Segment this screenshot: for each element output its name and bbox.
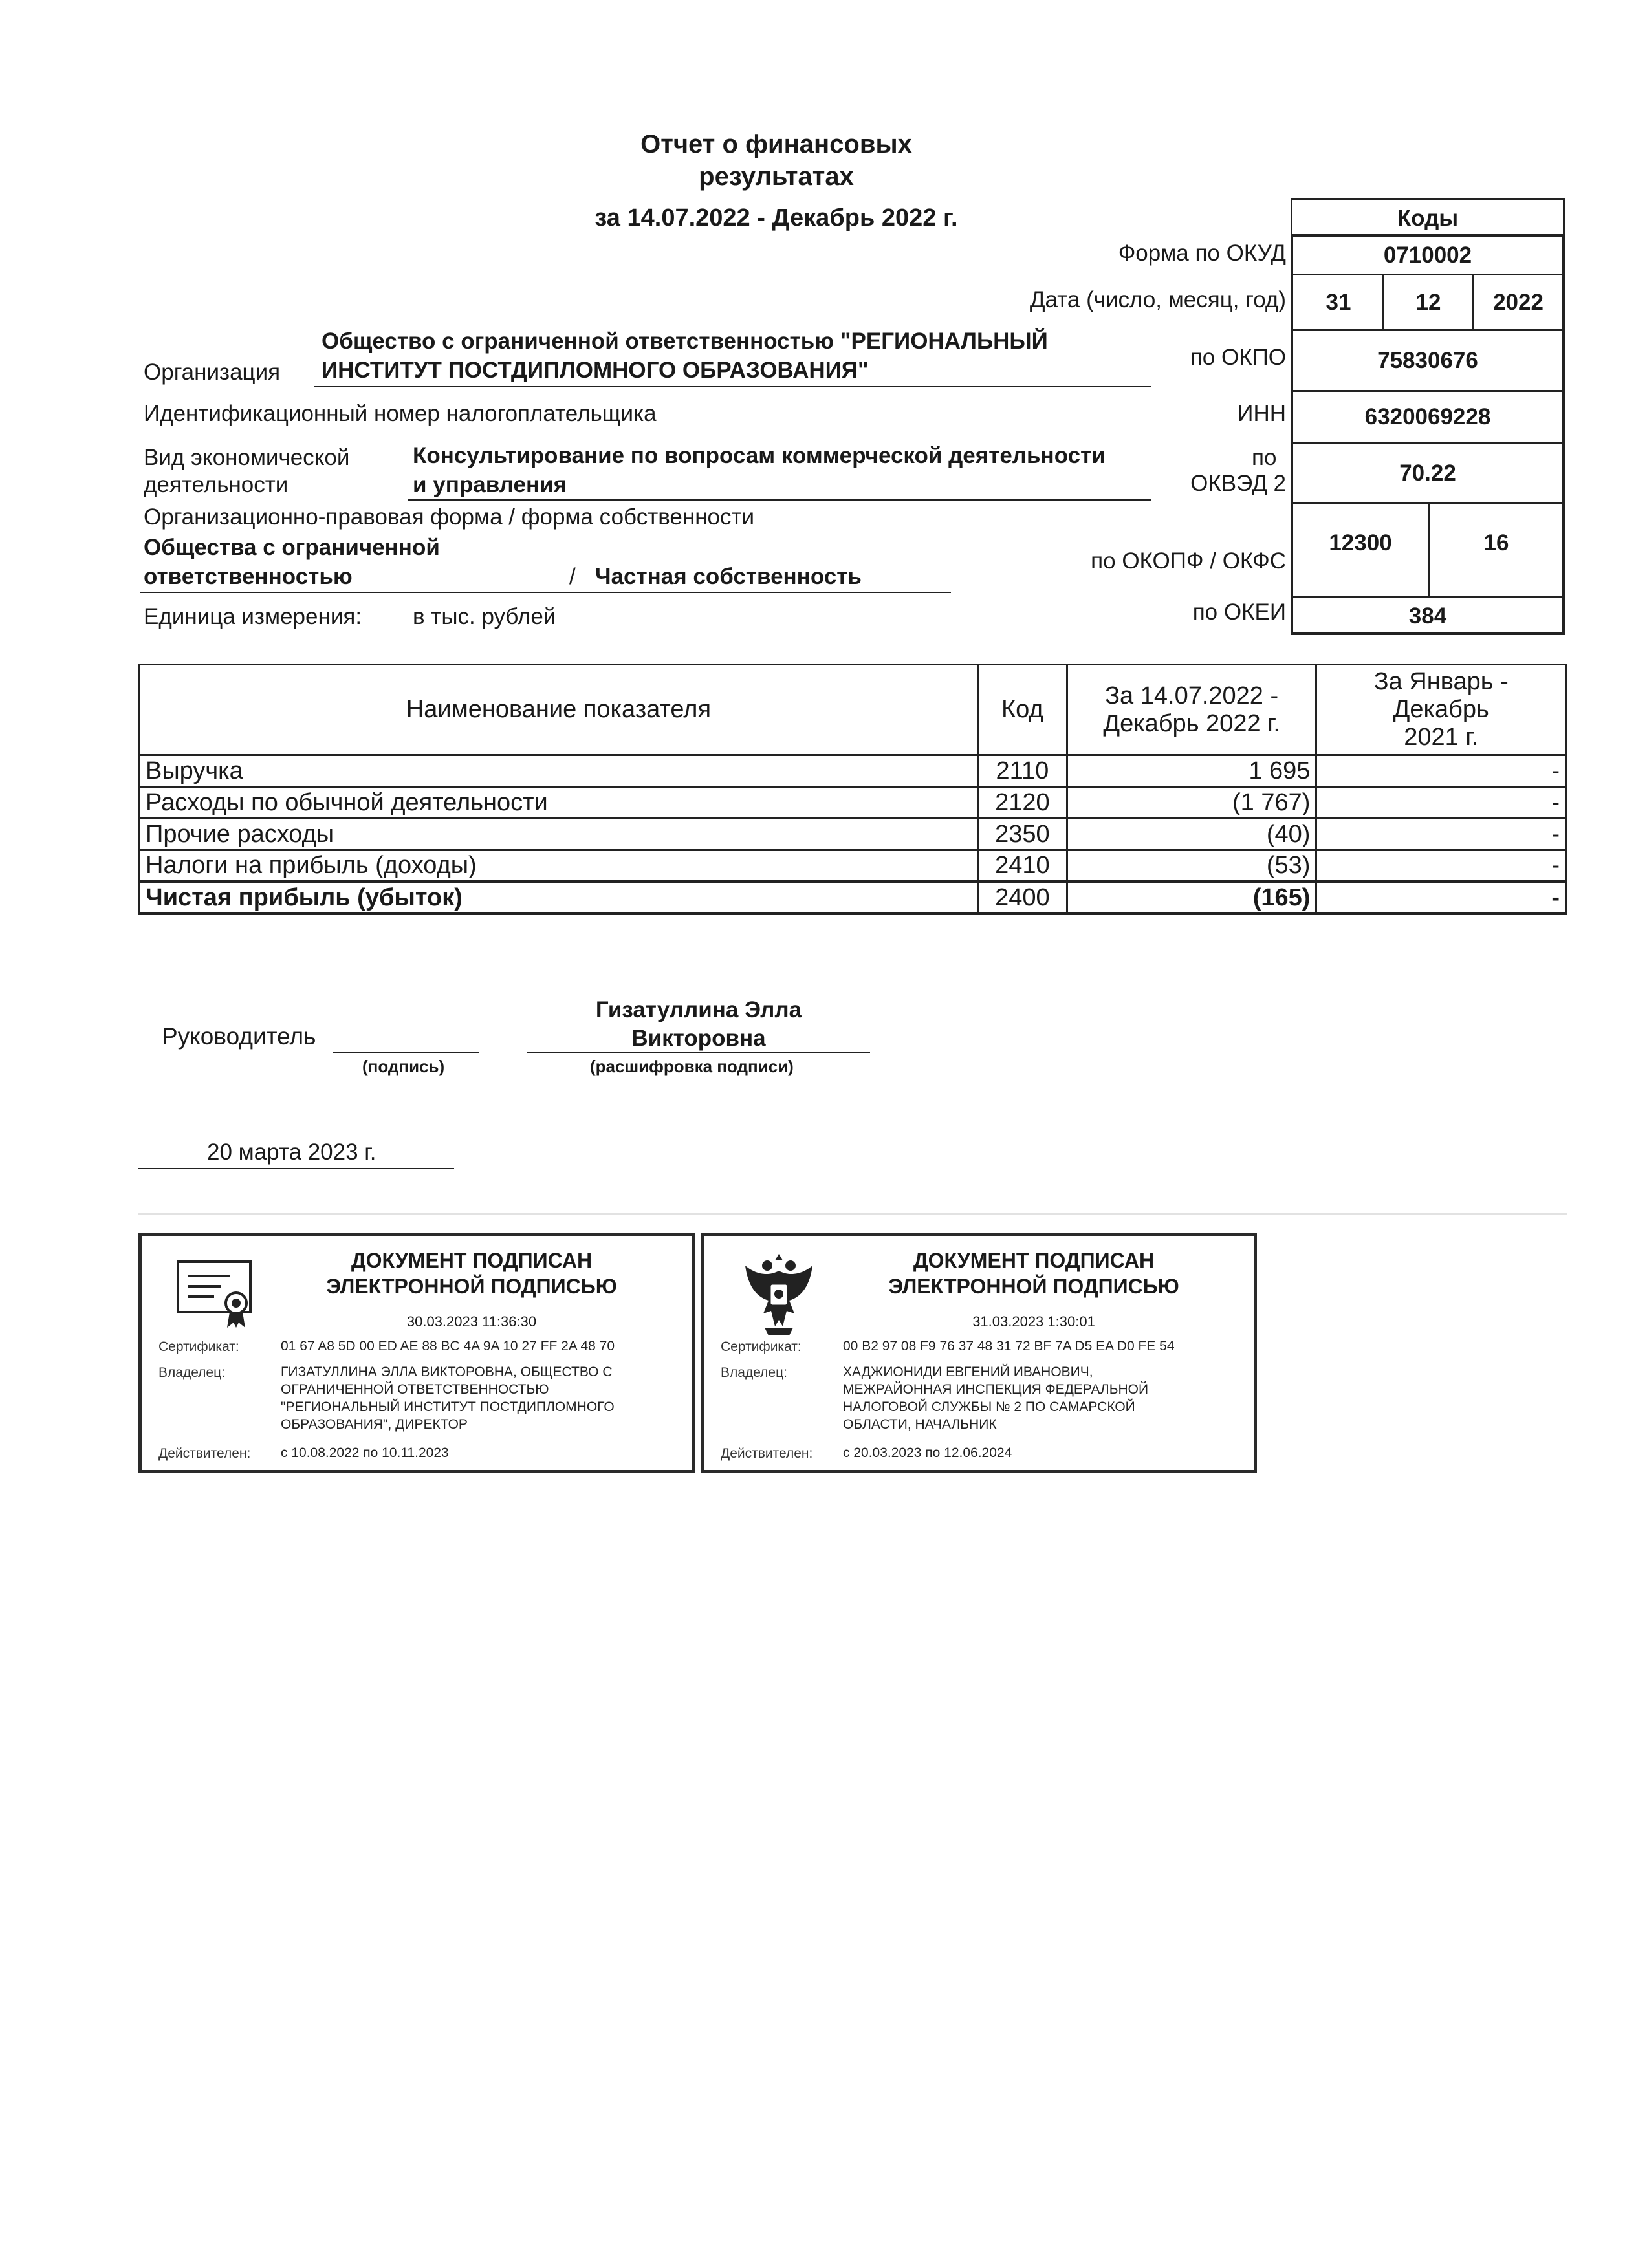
- okved-code: 70.22: [1293, 444, 1562, 504]
- stamp-2-owner-line4: ОБЛАСТИ, НАЧАЛЬНИК: [843, 1417, 997, 1432]
- inn-code: 6320069228: [1293, 392, 1562, 444]
- stamp-1-valid-label: Действителен:: [158, 1446, 251, 1461]
- table-row: [140, 787, 1566, 819]
- header-previous: [1316, 665, 1566, 755]
- date-day: 31: [1325, 289, 1351, 315]
- okved-label-1: по: [1252, 445, 1277, 470]
- stamp-1-valid: с 10.08.2022 по 10.11.2023: [281, 1445, 449, 1460]
- header-code: Код: [977, 665, 1067, 755]
- divider: [1472, 275, 1474, 329]
- total-code: 2400: [977, 882, 1067, 914]
- okpo-code: 75830676: [1293, 331, 1562, 392]
- stamp-1-owner-line2: ОГРАНИЧЕННОЙ ОТВЕТСТВЕННОСТЬЮ: [281, 1382, 549, 1397]
- divider: [1428, 504, 1430, 596]
- date-label: Дата (число, месяц, год): [1029, 287, 1286, 312]
- separator: [138, 1213, 1567, 1215]
- table-row: [140, 755, 1566, 787]
- divider: [1382, 275, 1384, 329]
- report-title-line1: Отчет о финансовых: [640, 130, 912, 158]
- signer-name-underline: [527, 1052, 870, 1053]
- signer-name: [527, 996, 870, 1053]
- total-name: Чистая прибыль (убыток): [140, 882, 978, 914]
- row-current: (53): [1067, 850, 1316, 882]
- okved-label-2: ОКВЭД 2: [1190, 471, 1286, 496]
- stamp-1-datetime: 30.03.2023 11:36:30: [406, 1313, 537, 1330]
- header-current-line1: За 14.07.2022 -: [1105, 682, 1279, 709]
- table-row: [140, 819, 1566, 850]
- activity-line2: и управления: [413, 472, 567, 497]
- signature-date: 20 марта 2023 г.: [207, 1139, 376, 1165]
- row-name: Налоги на прибыль (доходы): [140, 850, 978, 882]
- row-current: (1 767): [1067, 787, 1316, 819]
- row-current: 1 695: [1067, 755, 1316, 787]
- header-current: [1067, 665, 1316, 755]
- stamp-1-owner-label: Владелец:: [158, 1365, 225, 1380]
- e-signature-stamp-1: [138, 1233, 695, 1473]
- okopf-label: по ОКОПФ / ОКФС: [1091, 548, 1286, 574]
- certificate-icon: [175, 1258, 259, 1330]
- row-code: 2350: [977, 819, 1067, 850]
- decode-caption: (расшифровка подписи): [590, 1057, 794, 1076]
- stamp-1-title-line2: ЭЛЕКТРОННОЙ ПОДПИСЬЮ: [326, 1275, 617, 1298]
- org-underline: [314, 386, 1151, 387]
- legal-form-slash: /: [569, 564, 576, 589]
- okud-label: Форма по ОКУД: [1118, 241, 1286, 266]
- stamp-2-valid: с 20.03.2023 по 12.06.2024: [843, 1445, 1012, 1460]
- stamp-2-datetime: 31.03.2023 1:30:01: [972, 1313, 1095, 1330]
- activity-underline: [408, 499, 1151, 501]
- row-name: Прочие расходы: [140, 819, 978, 850]
- date-row: [1293, 275, 1562, 331]
- total-current: (165): [1067, 882, 1316, 914]
- ownership: Частная собственность: [595, 564, 862, 589]
- stamp-1-owner: [281, 1363, 615, 1433]
- legal-form-label: Организационно-правовая форма / форма собственности: [144, 504, 755, 530]
- okfs-code: 16: [1483, 530, 1509, 556]
- unit-label: Единица измерения:: [144, 604, 362, 629]
- header-name: Наименование показателя: [140, 665, 978, 755]
- stamp-2-owner-line2: МЕЖРАЙОННАЯ ИНСПЕКЦИЯ ФЕДЕРАЛЬНОЙ: [843, 1382, 1149, 1397]
- org-label: Организация: [144, 360, 281, 385]
- coat-of-arms-icon: [741, 1251, 816, 1339]
- unit-value: в тыс. рублей: [413, 604, 556, 629]
- header-current-line2: Декабрь 2022 г.: [1103, 709, 1280, 737]
- codes-header: Коды: [1291, 198, 1565, 237]
- report-title-line2: результатах: [699, 162, 854, 191]
- signer-name-line1: Гизатуллина Элла: [595, 997, 802, 1022]
- row-code: 2410: [977, 850, 1067, 882]
- table-row: [140, 850, 1566, 882]
- org-name-line1: Общество с ограниченной ответственностью "РЕГИОНАЛЬНЫЙ: [322, 329, 1048, 354]
- okud-code: 0710002: [1293, 237, 1562, 275]
- stamp-2-owner: [843, 1363, 1148, 1433]
- activity-line1: Консультирование по вопросам коммерческой деятельности: [413, 443, 1106, 468]
- header-previous-line1: За Январь - Декабрь: [1373, 668, 1509, 723]
- e-signature-stamp-2: [701, 1233, 1257, 1473]
- stamp-1-cert-label: Сертификат:: [158, 1339, 239, 1354]
- stamp-2-owner-label: Владелец:: [721, 1365, 787, 1380]
- stamp-2-valid-label: Действителен:: [721, 1446, 813, 1461]
- header-previous-line2: 2021 г.: [1404, 724, 1479, 751]
- stamp-1-cert: 01 67 A8 5D 00 ED AE 88 BC 4A 9A 10 27 FF 2A 48 70: [281, 1339, 615, 1354]
- okei-label: по ОКЕИ: [1192, 599, 1286, 625]
- stamp-2-cert-label: Сертификат:: [721, 1339, 802, 1354]
- stamp-1-owner-line1: ГИЗАТУЛЛИНА ЭЛЛА ВИКТОРОВНА, ОБЩЕСТВО С: [281, 1365, 613, 1379]
- signature-date-underline: [138, 1168, 454, 1169]
- report-title: [518, 128, 1035, 193]
- inn-label: ИНН: [1237, 401, 1286, 426]
- row-code: 2120: [977, 787, 1067, 819]
- row-name: Расходы по обычной деятельности: [140, 787, 978, 819]
- signer-name-line2: Викторовна: [631, 1026, 766, 1051]
- financial-results-table: [138, 664, 1567, 915]
- row-previous: -: [1316, 755, 1566, 787]
- codes-box: [1291, 234, 1565, 635]
- okopf-row: [1293, 504, 1562, 598]
- legal-form-line2: ответственностью: [144, 564, 353, 589]
- table-total-row: [140, 882, 1566, 914]
- table-header-row: [140, 665, 1566, 755]
- okei-code: 384: [1408, 603, 1447, 629]
- date-month: 12: [1415, 289, 1441, 315]
- stamp-1-title: [271, 1247, 672, 1299]
- date-year: 2022: [1493, 289, 1543, 315]
- activity-label-2: деятельности: [144, 472, 289, 497]
- activity-label-1: Вид экономической: [144, 445, 350, 470]
- stamp-1-owner-line3: "РЕГИОНАЛЬНЫЙ ИНСТИТУТ ПОСТДИПЛОМНОГО: [281, 1399, 615, 1414]
- legal-form-underline: [140, 592, 951, 593]
- row-current: (40): [1067, 819, 1316, 850]
- row-previous: -: [1316, 787, 1566, 819]
- stamp-2-cert: 00 B2 97 08 F9 76 37 48 31 72 BF 7A D5 EA D0 FE 54: [843, 1339, 1175, 1354]
- row-code: 2110: [977, 755, 1067, 787]
- stamp-1-owner-line4: ОБРАЗОВАНИЯ", ДИРЕКТОР: [281, 1417, 468, 1432]
- stamp-2-owner-line1: ХАДЖИОНИДИ ЕВГЕНИЙ ИВАНОВИЧ,: [843, 1365, 1093, 1379]
- okopf-code: 12300: [1329, 530, 1392, 556]
- org-name-line2: ИНСТИТУТ ПОСТДИПЛОМНОГО ОБРАЗОВАНИЯ": [322, 358, 869, 383]
- report-period: за 14.07.2022 - Декабрь 2022 г.: [594, 204, 958, 232]
- row-previous: -: [1316, 850, 1566, 882]
- okpo-label: по ОКПО: [1190, 345, 1286, 370]
- signature-line: [333, 1052, 479, 1053]
- total-previous: -: [1316, 882, 1566, 914]
- signature-role: Руководитель: [162, 1023, 316, 1050]
- row-name: Выручка: [140, 755, 978, 787]
- stamp-2-owner-line3: НАЛОГОВОЙ СЛУЖБЫ № 2 ПО САМАРСКОЙ: [843, 1399, 1135, 1414]
- stamp-2-title-line1: ДОКУМЕНТ ПОДПИСАН: [913, 1249, 1155, 1272]
- row-previous: -: [1316, 819, 1566, 850]
- legal-form-line1: Общества с ограниченной: [144, 535, 440, 560]
- taxpayer-label: Идентификационный номер налогоплательщика: [144, 401, 657, 426]
- stamp-2-title: [833, 1247, 1234, 1299]
- signature-caption: (подпись): [362, 1057, 445, 1076]
- stamp-2-title-line2: ЭЛЕКТРОННОЙ ПОДПИСЬЮ: [888, 1275, 1179, 1298]
- stamp-1-title-line1: ДОКУМЕНТ ПОДПИСАН: [351, 1249, 593, 1272]
